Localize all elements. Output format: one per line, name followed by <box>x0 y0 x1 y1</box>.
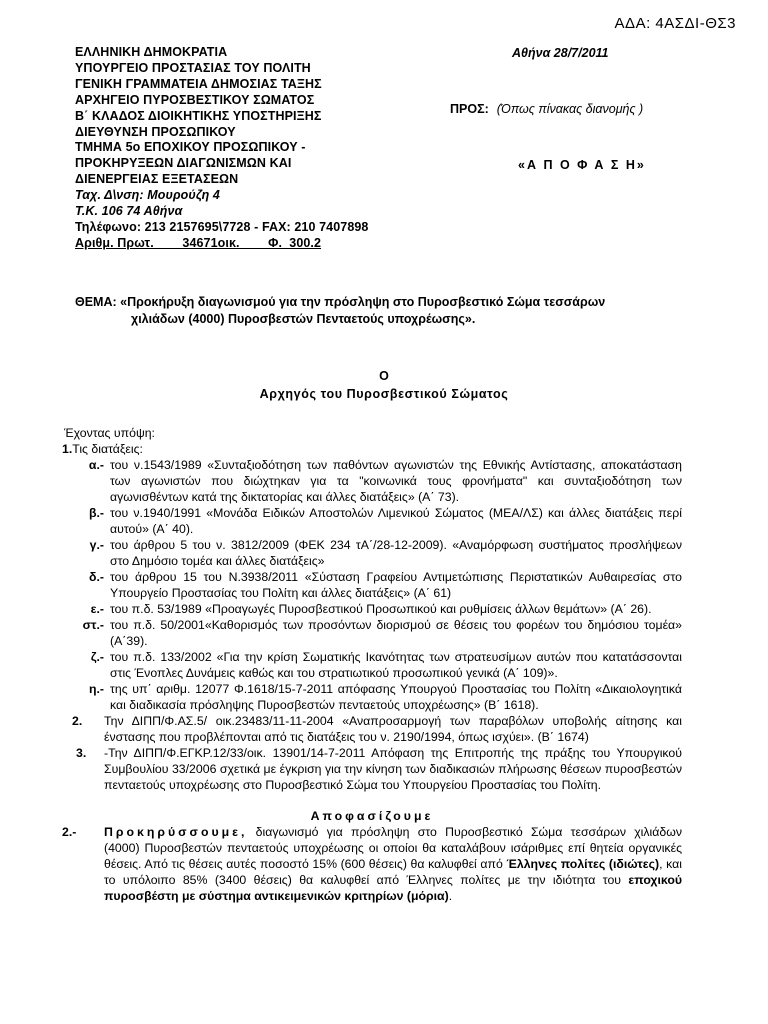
ada-code: ΑΔΑ: 4ΑΣΔΙ-ΘΣ3 <box>614 15 736 32</box>
paragraph-number: 1. <box>62 442 73 456</box>
item-text: της υπ΄ αριθμ. 12077 Φ.1618/15-7-2011 απόφασης Υπουργού Προστασίας του Πολίτη «Δικαιολογητικά και διαδικασία πρόσληψης Πυροσβεστών πενταετούς υποχρέωσης» (Β΄ 1618). <box>110 682 682 712</box>
header-line: Ταχ. Δ\νση: Μουρούζη 4 <box>75 188 220 203</box>
proclaim-verb: Προκηρύσσουμε, <box>104 825 248 839</box>
header-line: ΔΙΕΝΕΡΓΕΙΑΣ ΕΞΕΤΑΣΕΩΝ <box>75 172 239 187</box>
header-line: ΤΜΗΜΑ 5ο ΕΠΟΧΙΚΟΥ ΠΡΟΣΩΠΙΚΟΥ - <box>75 140 306 155</box>
header-line: ΑΡΧΗΓΕΙΟ ΠΥΡΟΣΒΕΣΤΙΚΟΥ ΣΩΜΑΤΟΣ <box>75 92 315 107</box>
header-line: Τ.Κ. 106 74 Αθήνα <box>75 204 183 219</box>
list-item <box>62 681 682 713</box>
recipient-label: ΠΡΟΣ: <box>450 102 489 116</box>
protocol-number: Αριθμ. Πρωτ. 34671οικ. Φ. 300.2 <box>75 235 322 250</box>
item-label: β.- <box>88 506 104 520</box>
proclamation-paragraph <box>62 824 682 904</box>
list-item <box>62 649 682 681</box>
proclaim-bold-seasonal: εποχικού πυροσβέστη με σύστημα αντικειμενικών κριτηρίων (μόρια) <box>104 873 682 903</box>
decision-title: «Α Π Ο Φ Α Σ Η» <box>518 158 646 172</box>
list-item <box>62 457 682 505</box>
list-item <box>62 617 682 649</box>
list-item <box>62 569 682 601</box>
paragraph-2 <box>62 713 682 745</box>
header-line: Τηλέφωνο: 213 2157695\7728 - FAX: 210 7407898 <box>75 219 369 234</box>
paragraph-text: Την ΔΙΠΠ/Φ.ΑΣ.5/ οικ.23483/11-11-2004 «Αναπροσαρμογή των παραβόλων υποβολής αίτησης και ένστασης που προβλέπονται από τις διατάξεις του ν. 2190/1994, όπως ισχύει». (Β΄ 1674) <box>104 714 682 744</box>
document-date: Αθήνα 28/7/2011 <box>512 46 609 60</box>
item-label: στ.- <box>82 618 104 632</box>
item-text: του άρθρου 5 του ν. 3812/2009 (ΦΕΚ 234 τΑ΄/28-12-2009). «Αναμόρφωση συστήματος προσλήψεων στο Δημόσιο τομέα και άλλες διατάξεις» <box>110 538 682 568</box>
subject-block <box>75 294 685 328</box>
list-item <box>62 505 682 537</box>
proclaim-bold-citizens: Έλληνες πολίτες (ιδιώτες) <box>506 857 660 871</box>
header-line: ΕΛΛΗΝΙΚΗ ΔΗΜΟΚΡΑΤΙΑ <box>75 45 228 59</box>
proclaim-text-c: . <box>448 889 453 903</box>
header-line: ΔΙΕΥΘΥΝΣΗ ΠΡΟΣΩΠΙΚΟΥ <box>75 124 236 139</box>
item-text: του ν.1543/1989 «Συνταξιοδότηση των παθόντων αγωνιστών της Εθνικής Αντίστασης, αποκατάσταση των αγωνιστών που διώχτηκαν για τα "κοινωνικά τους φρονήματα" και συνταξιοδότηση των αγωνισθέντων κατά της δικτατορίας και άλλες διατάξεις» (Α΄ 73). <box>110 458 682 504</box>
we-decide-heading: Αποφασίζουμε <box>310 809 434 823</box>
issuer-header <box>75 45 368 252</box>
item-label: η.- <box>88 682 104 696</box>
item-label: ζ.- <box>90 650 104 664</box>
subject-line-2: χιλιάδων (4000) Πυροσβεστών Πενταετούς υποχρέωσης». <box>131 312 476 326</box>
header-line: ΠΡΟΚΗΡΥΞΕΩΝ ΔΙΑΓΩΝΙΣΜΩΝ ΚΑΙ <box>75 156 292 171</box>
decision-body <box>62 425 682 904</box>
list-item <box>62 537 682 569</box>
header-line: Β΄ ΚΛΑΔΟΣ ΔΙΟΙΚΗΤΙΚΗΣ ΥΠΟΣΤΗΡΙΞΗΣ <box>75 108 322 123</box>
paragraph-number: 3. <box>76 746 87 760</box>
proclaim-text-a: διαγωνισμό για πρόσληψη στο Πυροσβεστικό Σώμα τεσσάρων χιλιάδων (4000) Πυροσβεστών πενταετούς υποχρέωσης οι οποίοι θα καταλάβουν ισάριθμες επί θητεία οργανικές θέσεις. Από τις θέσεις αυτές ποσοστό 15% (600 θέσεις) θα καλυφθεί από <box>104 825 682 871</box>
list-item <box>62 601 682 617</box>
heading-o: Ο <box>379 369 389 383</box>
item-text: του ν.1940/1991 «Μονάδα Ειδικών Αποστολών Λιμενικού Σώματος (ΜΕΑ/ΛΣ) και άλλες διατάξεις περί αυτού» (Α΄ 40). <box>110 506 682 536</box>
item-label: γ.- <box>89 538 104 552</box>
item-text: του π.δ. 133/2002 «Για την κρίση Σωματικής Ικανότητας των στρατευσίμων αυτών που κατατάσσονται στις Ένοπλες Δυνάμεις καθώς και του στρατιωτικού προσωπικού γενικά (Α΄ 109)». <box>110 650 682 680</box>
item-label: ε.- <box>90 602 104 616</box>
paragraph-number: 2.- <box>62 825 77 839</box>
item-text: του άρθρου 15 του Ν.3938/2011 «Σύσταση Γραφείου Αντιμετώπισης Περιστατικών Αυθαιρεσίας στο Υπουργείο Προστασίας του Πολίτη και άλλες διατάξεις» (Α΄ 61) <box>110 570 682 600</box>
paragraph-number: 2. <box>72 714 83 728</box>
heading-chief: Αρχηγός του Πυροσβεστικού Σώματος <box>259 387 509 401</box>
item-text: του π.δ. 53/1989 «Προαγωγές Πυροσβεστικού Προσωπικού και ρυθμίσεις άλλων θεμάτων» (Α΄ 26). <box>110 602 652 616</box>
subject-label: ΘΕΜΑ: <box>75 295 117 309</box>
header-line: ΓΕΝΙΚΗ ΓΡΑΜΜΑΤΕΙΑ ΔΗΜΟΣΙΑΣ ΤΑΞΗΣ <box>75 76 322 91</box>
paragraph-text: Τις διατάξεις: <box>72 442 143 456</box>
recipient-line <box>450 101 643 117</box>
considering-label: Έχοντας υπόψη: <box>64 426 155 440</box>
subject-line-1: «Προκήρυξη διαγωνισμού για την πρόσληψη στο Πυροσβεστικό Σώμα τεσσάρων <box>120 295 606 309</box>
item-text: του π.δ. 50/2001«Καθορισμός των προσόντων διορισμού σε θέσεις του φορέων του δημόσιου τομέα» (Α΄39). <box>110 618 682 648</box>
item-label: α.- <box>88 458 104 472</box>
proclaim-text-b: , και το υπόλοιπο 85% (3400 θέσεις) θα καλυφθεί από Έλληνες πολίτες με την ιδιότητα του <box>104 857 682 887</box>
recipient-value: (Όπως πίνακας διανομής ) <box>496 102 644 116</box>
paragraph-3 <box>62 745 682 793</box>
header-line: ΥΠΟΥΡΓΕΙΟ ΠΡΟΣΤΑΣΙΑΣ ΤΟΥ ΠΟΛΙΤΗ <box>75 60 311 75</box>
item-label: δ.- <box>89 570 104 584</box>
paragraph-text: -Την ΔΙΠΠ/Φ.ΕΓΚΡ.12/33/οικ. 13901/14-7-2011 Απόφαση της Επιτροπής της πράξης του Υπουργικού Συμβουλίου 33/2006 σχετικά με έγκριση για την κίνηση των διαδικασιών πλήρωσης θέσεων πυροσβεστών πενταετούς υποχρέωσης στο Πυροσβεστικό Σώμα του Υπουργείου Προστασίας του Πολίτη. <box>104 746 682 792</box>
